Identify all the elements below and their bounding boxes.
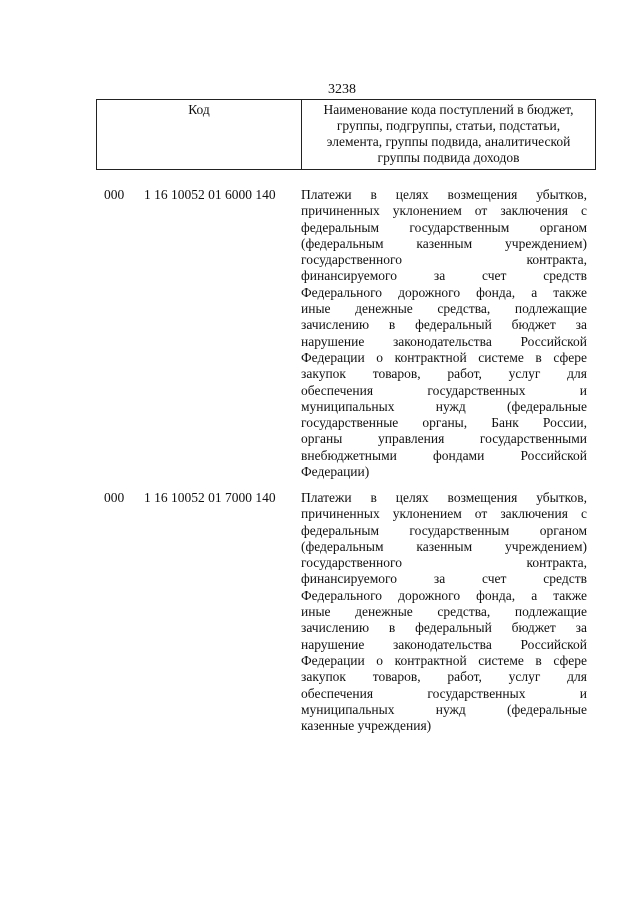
description-line: зачислению в федеральный бюджет за xyxy=(301,620,587,636)
name-header-line: Наименование кода поступлений в бюджет, xyxy=(323,102,574,117)
description-line: государственные органы, Банк России, xyxy=(301,415,587,431)
name-header-line: элемента, группы подвида, аналитической xyxy=(326,134,571,149)
revenue-code: 1 16 10052 01 7000 140 xyxy=(144,490,276,505)
admin-code: 000 xyxy=(104,187,125,202)
description-line: муниципальных нужд (федеральные xyxy=(301,398,587,414)
table-header xyxy=(96,99,596,170)
page-number: 3238 xyxy=(328,82,356,97)
description-line: финансируемого за счет средств xyxy=(301,571,587,587)
description-line: причиненных уклонением от заключения с xyxy=(301,506,587,522)
description-line: иные денежные средства, подлежащие xyxy=(301,604,587,620)
revenue-description xyxy=(301,490,587,734)
description-line: иные денежные средства, подлежащие xyxy=(301,301,587,317)
description-line: государственного контракта, xyxy=(301,555,587,571)
description-line: (федеральным казенным учреждением) xyxy=(301,538,587,554)
name-header-line: группы подвида доходов xyxy=(377,150,520,165)
description-line: зачислению в федеральный бюджет за xyxy=(301,317,587,333)
description-line: Федерации) xyxy=(301,464,370,480)
description-line: Платежи в целях возмещения убытков, xyxy=(301,490,587,505)
name-header-line: группы, подгруппы, статьи, подстатьи, xyxy=(336,118,561,133)
description-line: закупок товаров, работ, услуг для xyxy=(301,669,587,685)
description-line: причиненных уклонением от заключения с xyxy=(301,203,587,219)
description-line: нарушение законодательства Российской xyxy=(301,333,587,349)
description-line: федеральным государственным органом xyxy=(301,219,587,235)
revenue-description xyxy=(301,187,587,480)
description-line: Платежи в целях возмещения убытков, xyxy=(301,187,587,202)
code-column-header: Код xyxy=(97,100,302,170)
description-line: муниципальных нужд (федеральные xyxy=(301,701,587,717)
description-line: Федерального дорожного фонда, а также xyxy=(301,284,587,300)
description-line: финансируемого за счет средств xyxy=(301,268,587,284)
description-line: нарушение законодательства Российской xyxy=(301,636,587,652)
description-line: государственного контракта, xyxy=(301,252,587,268)
description-line: Федерации о контрактной системе в сфере xyxy=(301,652,587,668)
description-line: органы управления государственными xyxy=(301,431,587,447)
revenue-code: 1 16 10052 01 6000 140 xyxy=(144,187,276,202)
description-line: Федерации о контрактной системе в сфере xyxy=(301,349,587,365)
description-line: закупок товаров, работ, услуг для xyxy=(301,366,587,382)
description-line: внебюджетными фондами Российской xyxy=(301,447,587,463)
description-line: (федеральным казенным учреждением) xyxy=(301,235,587,251)
description-line: обеспечения государственных и xyxy=(301,685,587,701)
description-line: федеральным государственным органом xyxy=(301,522,587,538)
description-line: обеспечения государственных и xyxy=(301,382,587,398)
description-line: казенные учреждения) xyxy=(301,718,432,734)
name-column-header xyxy=(302,100,596,170)
admin-code: 000 xyxy=(104,490,125,505)
description-line: Федерального дорожного фонда, а также xyxy=(301,587,587,603)
